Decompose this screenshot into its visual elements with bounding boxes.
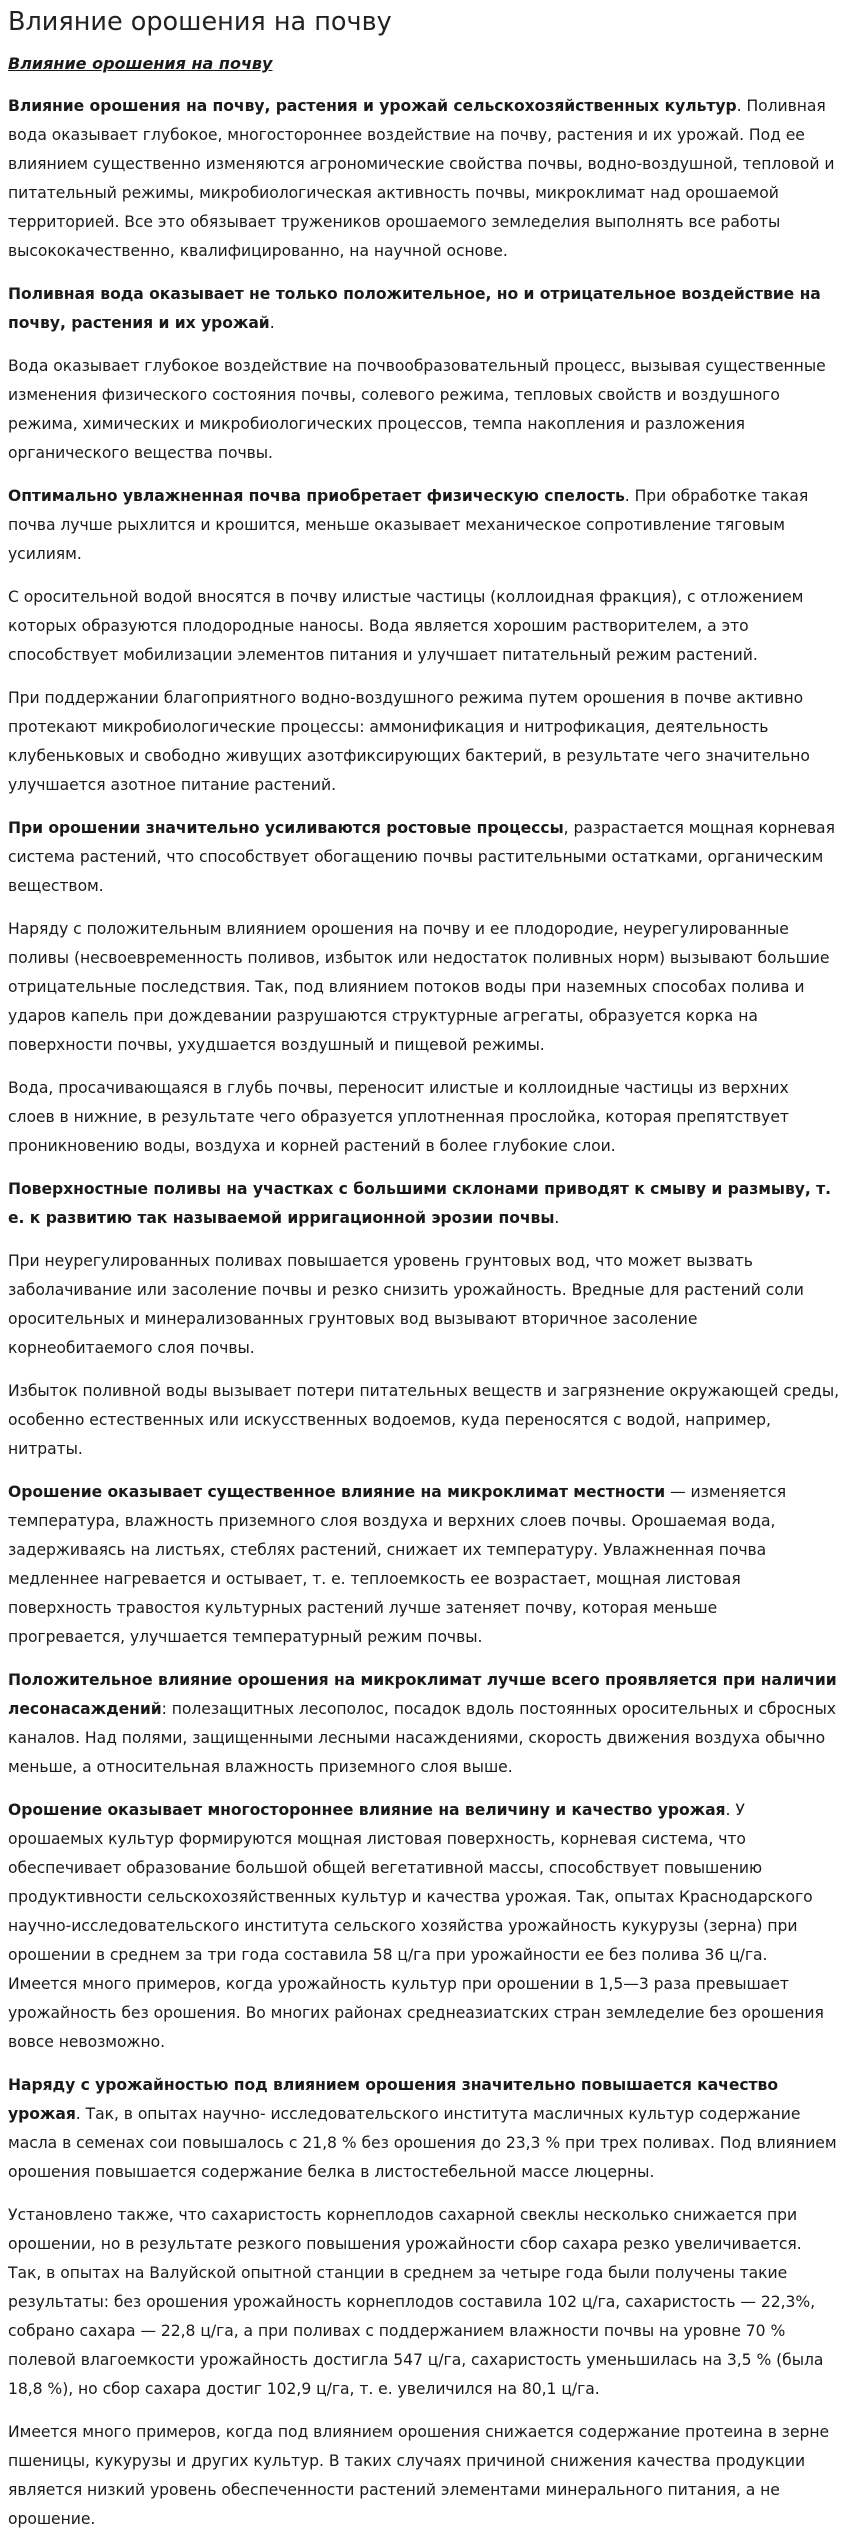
paragraph-lead: Орошение оказывает существенное влияние на микроклимат местности: [8, 1483, 666, 1501]
page-title: Влияние орошения на почву: [8, 7, 392, 37]
paragraph: [8, 583, 839, 670]
paragraph: [8, 280, 839, 338]
article: [0, 6, 847, 2534]
paragraph-lead: Влияние орошения на почву, растения и урожай сельскохозяйственных культур: [8, 97, 737, 115]
paragraph-text: Вода оказывает глубокое воздействие на почвообразовательный процесс, вызывая существенные изменения физического состояния почвы, солевого режима, тепловых свойств и воздушного режима, химических и микробиологических процессов, темпа накопления и разложения органического вещества почвы.: [8, 357, 826, 462]
paragraph: [8, 1666, 839, 1782]
paragraph-text: . У орошаемых культур формируются мощная листовая поверхность, корневая система, что обеспечивает образование большой общей вегетативной массы, способствует повышению продуктивности сельскохозяйственных культур и качества урожая. Так, опытах Краснодарского научно-исследовательского института сельского хозяйства урожайность кукурузы (зерна) при орошении в среднем за три года составила 58 ц/га при урожайности ее без полива 36 ц/га. Имеется много примеров, когда урожайность культур при орошении в 1,5—3 раза превышает урожайность без орошения. Во многих районах среднеазиатских стран земледелие без орошения вовсе невозможно.: [8, 1801, 824, 2051]
paragraph: [8, 1074, 839, 1161]
paragraph-lead: Поверхностные поливы на участках с большими склонами приводят к смыву и размыву, т. е. к развитию так называемой ирригационной эрозии почвы: [8, 1180, 832, 1227]
paragraph-lead: Орошение оказывает многостороннее влияние на величину и качество урожая: [8, 1801, 726, 1819]
paragraph: [8, 2071, 839, 2187]
paragraph: [8, 1478, 839, 1652]
paragraph-lead: Оптимально увлажненная почва приобретает физическую спелость: [8, 487, 625, 505]
paragraph-text: Вода, просачивающаяся в глубь почвы, переносит илистые и коллоидные частицы из верхних слоев в нижние, в результате чего образуется уплотненная прослойка, которая препятствует проникновению воды, воздуха и корней растений в более глубокие слои.: [8, 1079, 789, 1155]
paragraph-text: Наряду с положительным влиянием орошения на почву и ее плодородие, неурегулированные поливы (несвоевременность поливов, избыток или недостаток поливных норм) вызывают большие отрицательные последствия. Так, под влиянием потоков воды при наземных способах полива и ударов капель при дождевании разрушаются структурные агрегаты, образуется корка на поверхности почвы, ухудшается воздушный и пищевой режимы.: [8, 920, 830, 1054]
paragraph: [8, 1175, 839, 1233]
paragraph: [8, 2418, 839, 2534]
paragraph-lead: Наряду с урожайностью под влиянием орошения значительно повышается качество урожая: [8, 2076, 779, 2123]
paragraph-text: . Поливная вода оказывает глубокое, многостороннее воздействие на почву, растения и их урожай. Под ее влиянием существенно изменяются агрономические свойства почвы, водно-воздушной, тепловой и питательный режимы, микробиологическая активность почвы, микроклимат над орошаемой территорией. Все это обязывает тружеников орошаемого земледелия выполнять все работы высококачественно, квалифицированно, на научной основе.: [8, 97, 835, 260]
paragraph-lead: Положительное влияние орошения на микроклимат лучше всего проявляется при наличии лесонасаждений: [8, 1671, 837, 1718]
paragraph-text: С оросительной водой вносятся в почву илистые частицы (коллоидная фракция), с отложением которых образуются плодородные наносы. Вода является хорошим растворителем, а это способствует мобилизации элементов питания и улучшает питательный режим растений.: [8, 588, 804, 664]
paragraph: [8, 352, 839, 468]
paragraph-text: При неурегулированных поливах повышается уровень грунтовых вод, что может вызвать заболачивание или засоление почвы и резко снизить урожайность. Вредные для растений соли оросительных и минерализованных грунтовых вод вызывают вторичное засоление корнеобитаемого слоя почвы.: [8, 1252, 804, 1357]
paragraph-text: . Так, в опытах научно- исследовательского института масличных культур содержание масла в семенах сои повышалось с 21,8 % без орошения до 23,3 % при трех поливах. Под влиянием орошения повышается содержание белка в листостебельной массе люцерны.: [8, 2105, 837, 2181]
paragraph-lead: Поливная вода оказывает не только положительное, но и отрицательное воздействие на почву, растения и их урожай: [8, 285, 821, 332]
paragraph: [8, 92, 839, 266]
paragraph-text: . При обработке такая почва лучше рыхлится и крошится, меньше оказывает механическое сопротивление тяговым усилиям.: [8, 487, 809, 563]
article-subtitle: Влияние орошения на почву: [8, 54, 273, 73]
paragraph: [8, 1796, 839, 2057]
paragraph: [8, 482, 839, 569]
paragraph-text: Избыток поливной воды вызывает потери питательных веществ и загрязнение окружающей среды, особенно естественных или искусственных водоемов, куда переносятся с водой, например, нитраты.: [8, 1382, 840, 1458]
paragraph: [8, 915, 839, 1060]
paragraph-lead: При орошении значительно усиливаются ростовые процессы: [8, 819, 564, 837]
paragraph-text: .: [269, 314, 275, 332]
paragraph-text: : полезащитных лесополос, посадок вдоль постоянных оросительных и сбросных каналов. Над полями, защищенными лесными насаждениями, скорость движения воздуха обычно меньше, а относительная влажность приземного слоя выше.: [8, 1700, 836, 1776]
paragraph-text: Установлено также, что сахаристость корнеплодов сахарной свеклы несколько снижается при орошении, но в результате резкого повышения урожайности сбор сахара резко увеличивается. Так, в опытах на Валуйской опытной станции в среднем за четыре года были получены такие результаты: без орошения урожайность корнеплодов составила 102 ц/га, сахаристость — 22,3%, собрано сахара — 22,8 ц/га, а при поливах с поддержанием влажности почвы на уровне 70 % полевой влагоемкости урожайность достигла 547 ц/га, сахаристость уменьшилась на 3,5 % (была 18,8 %), но сбор сахара достиг 102,9 ц/га, т. е. увеличился на 80,1 ц/га.: [8, 2206, 824, 2398]
paragraph-text: — изменяется температура, влажность приземного слоя воздуха и верхних слоев почвы. Орошаемая вода, задерживаясь на листьях, стеблях растений, снижает их температуру. Увлажненная почва медленнее нагревается и остывает, т. е. теплоемкость ее возрастает, мощная листовая поверхность травостоя культурных растений лучше затеняет почву, которая меньше прогревается, улучшается температурный режим почвы.: [8, 1483, 787, 1646]
paragraph: [8, 1247, 839, 1363]
paragraph-text: Имеется много примеров, когда под влиянием орошения снижается содержание протеина в зерне пшеницы, кукурузы и других культур. В таких случаях причиной снижения качества продукции является низкий уровень обеспеченности растений элементами минерального питания, а не орошение.: [8, 2423, 830, 2528]
paragraph: [8, 814, 839, 901]
paragraph-text: , разрастается мощная корневая система растений, что способствует обогащению почвы растительными остатками, органическим веществом.: [8, 819, 835, 895]
paragraph: [8, 2201, 839, 2404]
paragraph: [8, 1377, 839, 1464]
paragraph-text: При поддержании благоприятного водно-воздушного режима путем орошения в почве активно протекают микробиологические процессы: аммонификация и нитрофикация, деятельность клубеньковых и свободно живущих азотфиксирующих бактерий, в результате чего значительно улучшается азотное питание растений.: [8, 689, 810, 794]
paragraph: [8, 684, 839, 800]
paragraph-text: .: [554, 1209, 560, 1227]
